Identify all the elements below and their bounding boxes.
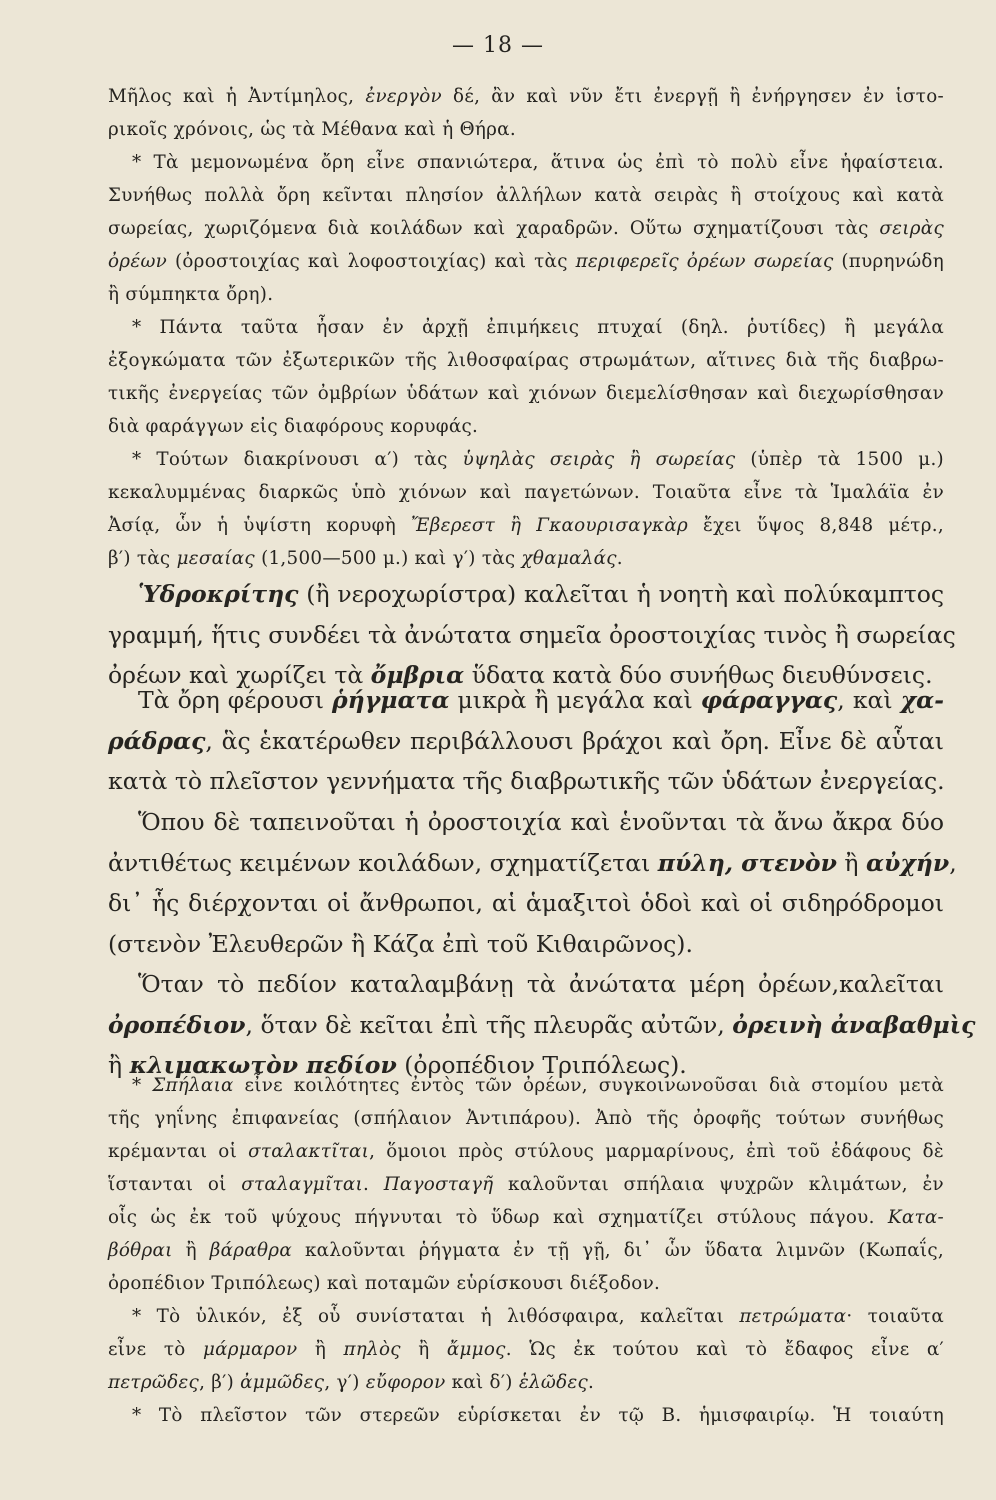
text-line: σωρείας, χωριζόμενα διὰ κοιλάδων καὶ χαραδρῶν. Οὕτω σχηματίζουσι τὰς σειρὰς bbox=[108, 218, 944, 239]
text-line: τῆς γηΐνης ἐπιφανείας (σπήλαιον Ἀντιπάρου). Ἀπὸ τῆς ὀροφῆς τούτων συνήθως bbox=[108, 1108, 944, 1129]
text-line: κεκαλυμμένας διαρκῶς ὑπὸ χιόνων καὶ παγετώνων. Τοιαῦτα εἶνε τὰ Ἱμαλάϊα ἐν bbox=[108, 482, 944, 503]
paragraph-plateau bbox=[108, 964, 976, 1086]
text-line: * Πάντα ταῦτα ἦσαν ἐν ἀρχῇ ἐπιμήκεις πτυχαί (δηλ. ῥυτίδες) ἢ μεγάλα bbox=[132, 317, 944, 338]
text-line: * Τὸ πλεῖστον τῶν στερεῶν εὑρίσκεται ἐν τῷ Β. ἡμισφαιρίῳ. Ἡ τοιαύτη bbox=[132, 1405, 944, 1426]
text-line: Ὑδροκρίτης (ἢ νεροχωρίστρα) καλεῖται ἡ νοητὴ καὶ πολύκαμπτος bbox=[138, 580, 944, 608]
paragraph-milos bbox=[108, 80, 944, 146]
text-line: * Τούτων διακρίνουσι α′) τὰς ὑψηλὰς σειρὰς ἢ σωρείας (ὑπὲρ τὰ 1500 μ.) bbox=[132, 449, 944, 470]
text-line: κατὰ τὸ πλεῖστον γεννήματα τῆς διαβρωτικῆς τῶν ὑδάτων ἐνεργείας. bbox=[108, 767, 945, 795]
text-line: ὀρέων (ὀροστοιχίας καὶ λοφοστοιχίας) καὶ τὰς περιφερεῖς ὀρέων σωρείας (πυρηνώδη bbox=[108, 251, 944, 272]
text-line: ἐξογκώματα τῶν ἐξωτερικῶν τῆς λιθοσφαίρας στρωμάτων, αἵτινες διὰ τῆς διαβρω- bbox=[108, 350, 944, 371]
text-line: * Τὰ μεμονωμένα ὄρη εἶνε σπανιώτερα, ἅτινα ὡς ἐπὶ τὸ πολὺ εἶνε ἡφαίστεια. bbox=[132, 152, 944, 173]
text-line: Ὅταν τὸ πεδίον καταλαμβάνῃ τὰ ἀνώτατα μέρη ὀρέων,καλεῖται bbox=[138, 970, 944, 998]
text-line: γραμμή, ἥτις συνδέει τὰ ἀνώτατα σημεῖα ὀροστοιχίας τινὸς ἢ σωρείας bbox=[108, 620, 956, 649]
text-line: β′) τὰς μεσαίας (1,500—500 μ.) καὶ γ′) τὰς χθαμαλάς. bbox=[108, 548, 623, 569]
text-line: οἷς ὡς ἐκ τοῦ ψύχους πήγνυται τὸ ὕδωρ καὶ σχηματίζει στύλους πάγου. Κατα- bbox=[108, 1207, 944, 1228]
text-line: * Τὸ ὑλικόν, ἐξ οὗ συνίσταται ἡ λιθόσφαιρα, καλεῖται πετρώματα· τοιαῦτα bbox=[132, 1306, 944, 1327]
text-line: κρέμανται οἱ σταλακτῖται, ὅμοιοι πρὸς στύλους μαρμαρίνους, ἐπὶ τοῦ ἐδάφους δὲ bbox=[108, 1141, 944, 1162]
text-line: (στενὸν Ἐλευθερῶν ἢ Κάζα ἐπὶ τοῦ Κιθαιρῶνος). bbox=[108, 929, 693, 958]
text-line: ἀντιθέτως κειμένων κοιλάδων, σχηματίζεται πύλη, στενὸν ἢ αὐχήν, bbox=[108, 848, 957, 877]
text-line: πετρῶδες, β′) ἀμμῶδες, γ′) εὔφορον καὶ δ′) ἑλῶδες. bbox=[108, 1372, 595, 1393]
text-line: Συνήθως πολλὰ ὄρη κεῖνται πλησίον ἀλλήλων κατὰ σειρὰς ἢ στοίχους καὶ κατὰ bbox=[108, 185, 944, 206]
text-line: Ἀσίᾳ, ὧν ἡ ὑψίστη κορυφὴ Ἔβερεστ ἢ Γκαουρισαγκὰρ ἔχει ὕψος 8,848 μέτρ., bbox=[108, 515, 944, 536]
text-line: εἶνε τὸ μάρμαρον ἢ πηλὸς ἢ ἄμμος. Ὡς ἐκ τούτου καὶ τὸ ἔδαφος εἶνε α′ bbox=[108, 1339, 944, 1360]
text-line: ὀρέων καὶ χωρίζει τὰ ὄμβρια ὕδατα κατὰ δύο συνήθως διευθύνσεις. bbox=[108, 661, 933, 689]
paragraph-ravines bbox=[108, 680, 944, 802]
text-line: ἢ σύμπηκτα ὄρη). bbox=[108, 284, 274, 305]
text-line: ράδρας, ἃς ἑκατέρωθεν περιβάλλουσι βράχοι καὶ ὄρη. Εἶνε δὲ αὗται bbox=[108, 726, 944, 755]
text-line: ὀροπέδιον Τριπόλεως) καὶ ποταμῶν εὑρίσκουσι διέξοδον. bbox=[108, 1273, 661, 1294]
text-line: ἵστανται οἱ σταλαγμῖται. Παγοσταγῆ καλοῦνται σπήλαια ψυχρῶν κλιμάτων, ἐν bbox=[108, 1174, 944, 1195]
paragraph-pass bbox=[108, 802, 957, 964]
paragraph-hemisphere bbox=[108, 1399, 944, 1432]
paragraph-isolated-mountains bbox=[108, 146, 944, 311]
paragraph-folds bbox=[108, 311, 944, 443]
text-line: ἢ κλιμακωτὸν πεδίον (ὀροπέδιον Τριπόλεως). bbox=[108, 1051, 687, 1079]
paragraph-watershed bbox=[108, 574, 956, 696]
page-number: — 18 — bbox=[452, 33, 544, 58]
paragraph-caves bbox=[108, 1069, 944, 1300]
paragraph-rocks bbox=[108, 1300, 944, 1399]
text-line: διὰ φαράγγων εἰς διαφόρους κορυφάς. bbox=[108, 416, 479, 437]
text-line: Ὅπου δὲ ταπεινοῦται ἡ ὀροστοιχία καὶ ἑνοῦνται τὰ ἄνω ἄκρα δύο bbox=[138, 808, 944, 836]
text-line: ὀροπέδιον, ὅταν δὲ κεῖται ἐπὶ τῆς πλευρᾶς αὐτῶν, ὀρεινὴ ἀναβαθμὶς bbox=[108, 1010, 976, 1039]
text-line: Μῆλος καὶ ἡ Ἀντίμηλος, ἐνεργὸν δέ, ἂν καὶ νῦν ἔτι ἐνεργῇ ἢ ἐνήργησεν ἐν ἱστο- bbox=[108, 86, 944, 107]
text-line: ρικοῖς χρόνοις, ὡς τὰ Μέθανα καὶ ἡ Θήρα. bbox=[108, 119, 516, 140]
text-line: βόθραι ἢ βάραθρα καλοῦνται ῥήγματα ἐν τῇ γῇ, δι᾽ ὧν ὕδατα λιμνῶν (Κωπαΐς, bbox=[108, 1240, 944, 1261]
text-line: δι᾽ ἧς διέρχονται οἱ ἄνθρωποι, αἱ ἁμαξιτοὶ ὁδοὶ καὶ οἱ σιδηρόδρομοι bbox=[108, 889, 944, 917]
text-line: Τὰ ὄρη φέρουσι ῥήγματα μικρὰ ἢ μεγάλα καὶ φάραγγας, καὶ χα- bbox=[138, 686, 944, 714]
text-line: τικῆς ἐνεργείας τῶν ὀμβρίων ὑδάτων καὶ χιόνων διεμελίσθησαν καὶ διεχωρίσθησαν bbox=[108, 383, 944, 404]
paragraph-ranges bbox=[108, 443, 944, 575]
text-line: * Σπήλαια εἶνε κοιλότητες ἐντὸς τῶν ὀρέων, συγκοινωνοῦσαι διὰ στομίου μετὰ bbox=[132, 1075, 944, 1096]
